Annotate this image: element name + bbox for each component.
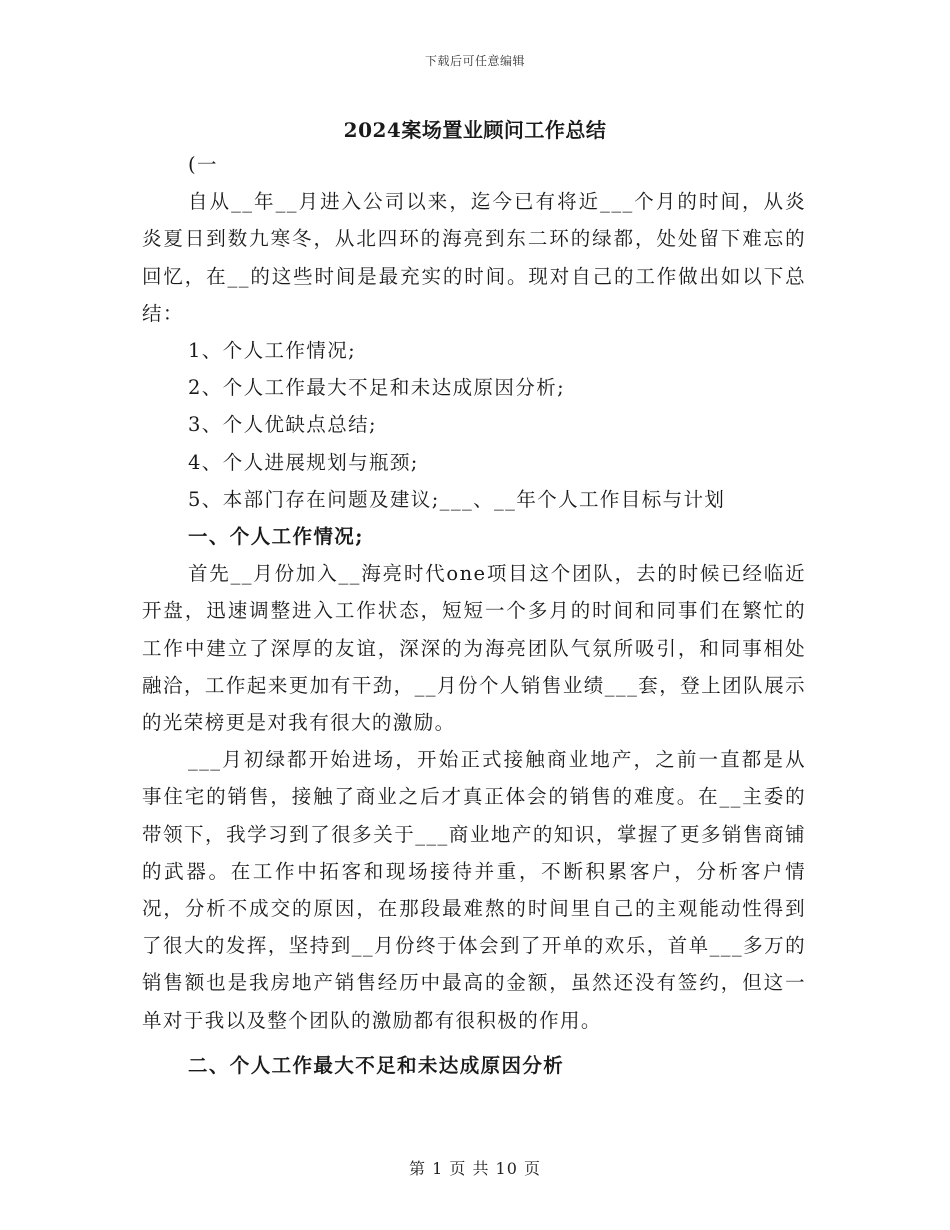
outline-item-2: 2、个人工作最大不足和未达成原因分析; bbox=[188, 376, 566, 400]
outline-item-3: 3、个人优缺点总结; bbox=[188, 413, 377, 437]
document-subtitle: (一 bbox=[188, 153, 218, 176]
page-header: 下载后可任意编辑 bbox=[424, 54, 525, 68]
section-1-paragraph-2: ___月初绿都开始进场，开始正式接触商业地产，之前一直都是从事住宅的销售，接触了商业之后才真正体会的销售的难度。在__主委的带领下，我学习到了很多关于___商业地产的知识，掌握了更多销售商铺的武器。在工作中拓客和现场接待并重，不断积累客户，分析客户情况，分析不成交的原因，在那段最难熬的时间里自己的主观能动性得到了很大的发挥，坚持到__月份终于体会到了开单的欢乐，首单___多万的销售额也是我房地产销售经历中最高的金额，虽然还没有签约，但这一单对于我以及整个团队的激励都有很积极的作用。 bbox=[142, 748, 806, 1032]
page-number: 第 1 页 共 10 页 bbox=[409, 1159, 541, 1178]
section-2-heading: 二、个人工作最大不足和未达成原因分析 bbox=[188, 1053, 565, 1077]
document-title: 2024案场置业顾问工作总结 bbox=[343, 118, 607, 142]
intro-paragraph: 自从__年__月进入公司以来，迄今已有将近___个月的时间，从炎炎夏日到数九寒冬，从北四环的海亮到东二环的绿都，处处留下难忘的回忆，在__的这些时间是最充实的时间。现对自己的工作做出如以下总结： bbox=[142, 190, 806, 325]
section-1-heading: 一、个人工作情况; bbox=[188, 525, 364, 549]
section-1-paragraph-1: 首先__月份加入__海亮时代one项目这个团队，去的时候已经临近开盘，迅速调整进入工作状态，短短一个多月的时间和同事们在繁忙的工作中建立了深厚的友谊，深深的为海亮团队气氛所吸引，和同事相处融洽，工作起来更加有干劲，__月份个人销售业绩___套，登上团队展示的光荣榜更是对我有很大的激励。 bbox=[142, 562, 806, 735]
outline-item-1: 1、个人工作情况; bbox=[188, 339, 357, 363]
outline-item-5: 5、本部门存在问题及建议;___、__年个人工作目标与计划 bbox=[188, 487, 726, 511]
outline-item-4: 4、个人进展规划与瓶颈; bbox=[188, 450, 419, 474]
document-body bbox=[142, 146, 806, 1084]
